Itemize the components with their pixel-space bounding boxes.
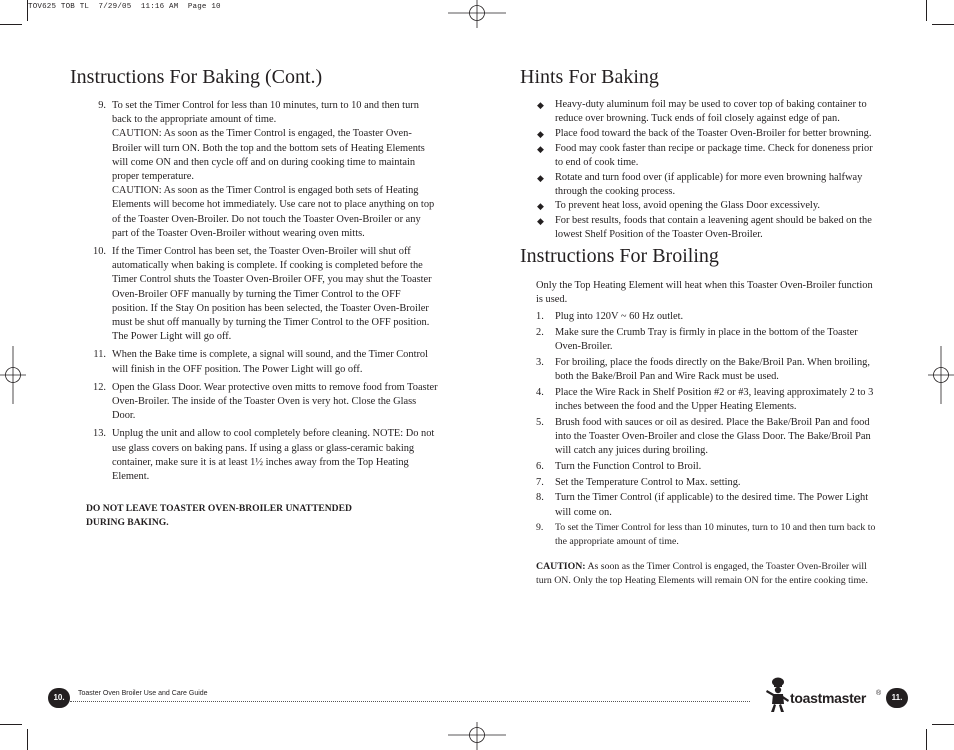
hint-text: Food may cook faster than recipe or package time. Check for doneness prior to end of cook time. xyxy=(555,142,873,168)
diamond-bullet-icon: ◆ xyxy=(537,172,544,183)
warning-line: DURING BAKING. xyxy=(86,517,169,529)
step-text: Brush food with sauces or oil as desired. Place the Bake/Broil Pan and food into the Toaster Oven-Broiler and close the Glass Door. The Bake/Broil Pan will catch any juices during broiling. xyxy=(555,416,871,457)
list-item xyxy=(520,214,882,242)
list-item xyxy=(520,326,882,354)
step-text: Set the Temperature Control to Max. setting. xyxy=(555,476,741,488)
broiling-intro: Only the Top Heating Element will heat when this Toaster Oven-Broiler function is used. xyxy=(536,280,873,306)
hint-text: Heavy-duty aluminum foil may be used to cover top of baking container to reduce over browning. Tuck ends of foil closely against edge of pan. xyxy=(555,99,867,125)
footer-rule xyxy=(70,701,750,702)
list-item xyxy=(70,245,438,344)
step-number: 9. xyxy=(98,100,106,111)
list-item xyxy=(520,476,882,490)
brand-wordmark: toastmaster xyxy=(790,690,867,706)
list-item xyxy=(520,386,882,414)
left-page xyxy=(70,64,438,530)
diamond-bullet-icon: ◆ xyxy=(537,128,544,139)
step-text: Open the Glass Door. Wear protective oven mitts to remove food from Toaster Oven-Broiler. The inside of the Toaster Oven is very hot. Close the Glass Door. xyxy=(112,381,438,422)
step-text: Place the Wire Rack in Shelf Position #2 or #3, leaving approximately 2 to 3 inches between the food and the Upper Heating Elements. xyxy=(555,386,874,413)
step-number: 1. xyxy=(536,311,544,323)
page-number-left: 10. xyxy=(48,688,70,708)
registration-mark-icon xyxy=(448,0,506,28)
printer-slug: TOV625 TOB TL 7/29/05 11:16 AM Page 10 xyxy=(28,3,221,11)
registration-mark-icon xyxy=(0,346,26,404)
broiling-caution xyxy=(536,560,882,588)
list-item xyxy=(520,356,882,384)
step-text: If the Timer Control has been set, the Toaster Oven-Broiler will shut off automatically when baking is complete. If cooking is completed before the Timer Control shuts the Toaster Oven-Broiler OFF, you may shut the Toaster Oven-Broiler OFF manually by turning the Timer Control to the OFF position. If the Stay On position has been selected, the Toaster Oven-Broiler must be shut off manually by turning the Timer Control to the OFF position. The Power Light will go off. xyxy=(112,246,432,343)
list-item xyxy=(70,427,438,484)
list-item xyxy=(520,127,882,141)
caution-text: As soon as the Timer Control is engaged, the Toaster Oven-Broiler will turn ON. Only the top Heating Elements will remain ON for the entire cooking time. xyxy=(536,560,868,586)
hint-text: Rotate and turn food over (if applicable) for more even browning halfway through the cooking process. xyxy=(555,171,863,197)
list-item xyxy=(70,348,438,376)
step-number: 2. xyxy=(536,327,544,339)
step-number: 11. xyxy=(93,349,106,361)
baking-steps-list xyxy=(70,99,438,484)
list-item xyxy=(520,521,882,549)
step-text: For broiling, place the foods directly on the Bake/Broil Pan. When broiling, both the Bake/Broil Pan and Wire Rack must be used. xyxy=(555,357,870,383)
crop-mark xyxy=(27,0,28,21)
step-text: Make sure the Crumb Tray is firmly in place in the bottom of the Toaster Oven-Broiler. xyxy=(555,327,858,353)
broiling-heading: Instructions For Broiling xyxy=(520,245,719,268)
diamond-bullet-icon: ◆ xyxy=(537,143,544,154)
unattended-warning xyxy=(86,502,438,530)
list-item xyxy=(520,98,882,126)
crop-mark xyxy=(926,729,927,750)
page-number-right: 11. xyxy=(886,688,908,708)
step-number: 6. xyxy=(536,460,544,472)
toastmaster-logo xyxy=(764,676,884,716)
diamond-bullet-icon: ◆ xyxy=(537,201,544,212)
step-text: When the Bake time is complete, a signal will sound, and the Timer Control will finish in the OFF position. The Power Light will go off. xyxy=(112,349,429,375)
step-number: 12. xyxy=(93,381,106,393)
step-text: Turn the Timer Control (if applicable) to the desired time. The Power Light will come on. xyxy=(555,492,869,518)
registration-mark-icon xyxy=(928,346,954,404)
crop-mark xyxy=(926,0,927,21)
crop-mark xyxy=(932,24,954,25)
diamond-bullet-icon: ◆ xyxy=(537,100,544,110)
step-number: 7. xyxy=(536,476,544,488)
hint-text: To prevent heat loss, avoid opening the Glass Door excessively. xyxy=(555,200,820,212)
list-item xyxy=(520,460,882,474)
list-item xyxy=(520,310,882,324)
step-number: 13. xyxy=(93,428,106,440)
list-item xyxy=(70,99,438,241)
step-caution-text: CAUTION: As soon as the Timer Control is engaged, the Toaster Oven-Broiler will turn ON. Both the top and the bottom sets of Heating Elements will come ON and then cycle off and on during cooking time to maintain proper temperature. xyxy=(112,128,425,183)
registered-mark: ® xyxy=(876,690,882,697)
crop-mark xyxy=(932,724,954,725)
hints-heading: Hints For Baking xyxy=(520,66,659,88)
right-page xyxy=(520,64,882,588)
crop-mark xyxy=(0,24,22,25)
step-number: 4. xyxy=(536,386,544,398)
hint-text: For best results, foods that contain a leavening agent should be baked on the lowest Shelf Position of the Toaster Oven-Broiler. xyxy=(555,215,872,241)
step-text: To set the Timer Control for less than 10 minutes, turn to 10 and then turn back to the appropriate amount of time. xyxy=(112,100,419,126)
crop-mark xyxy=(27,729,28,750)
step-text: Unplug the unit and allow to cool completely before cleaning. NOTE: Do not use glass covers on baking pans. If using a glass or glass-ceramic baking container, make sure it is at least 1½ inches away from the Top Heating Element. xyxy=(112,428,435,483)
list-item xyxy=(520,171,882,199)
broiling-steps-list xyxy=(520,310,882,549)
step-number: 9. xyxy=(536,522,544,534)
list-item xyxy=(520,416,882,459)
diamond-bullet-icon: ◆ xyxy=(537,216,544,227)
step-text: Turn the Function Control to Broil. xyxy=(555,460,702,472)
crop-mark xyxy=(0,724,22,725)
step-caution-text: CAUTION: As soon as the Timer Control is engaged both sets of Heating Elements will become hot immediately. Use care not to place anything on top of the Toaster Oven-Broiler. Do not touch the Toaster Oven-Broiler or any part of the Toaster Oven-Broiler without wearing oven mitts. xyxy=(112,185,435,239)
registration-mark-icon xyxy=(448,722,506,750)
step-number: 5. xyxy=(536,416,544,428)
list-item xyxy=(70,381,438,424)
step-text: To set the Timer Control for less than 10 minutes, turn to 10 and then turn back to the appropriate amount of time. xyxy=(555,522,876,548)
step-number: 3. xyxy=(536,357,544,369)
list-item xyxy=(520,491,882,519)
list-item xyxy=(520,199,882,213)
chef-mascot-icon xyxy=(764,676,790,714)
step-number: 8. xyxy=(536,492,544,504)
hint-text: Place food toward the back of the Toaster Oven-Broiler for better browning. xyxy=(555,127,872,139)
step-number: 10. xyxy=(93,246,106,258)
warning-line: DO NOT LEAVE TOASTER OVEN-BROILER UNATTENDED xyxy=(86,503,352,515)
list-item xyxy=(520,142,882,170)
guide-title: Toaster Oven Broiler Use and Care Guide xyxy=(78,690,208,697)
baking-cont-heading: Instructions For Baking (Cont.) xyxy=(70,66,323,88)
step-text: Plug into 120V ~ 60 Hz outlet. xyxy=(555,311,684,323)
hints-list xyxy=(520,98,882,243)
caution-label: CAUTION: xyxy=(536,560,586,572)
